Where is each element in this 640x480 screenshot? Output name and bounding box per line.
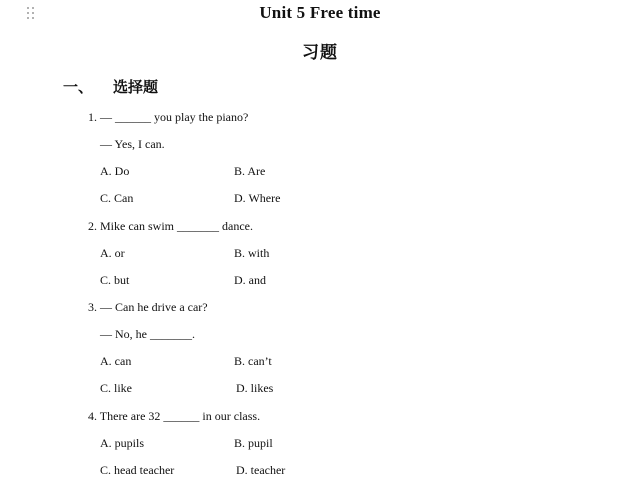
question-2-option-b: B. with	[234, 246, 270, 260]
document-subtitle: 习题	[302, 43, 338, 62]
document-title: Unit 5 Free time	[259, 3, 381, 22]
question-4-stem: 4. There are 32 ______ in our class.	[88, 409, 261, 423]
question-3-option-a: A. can	[100, 354, 132, 368]
question-4-option-a: A. pupils	[100, 436, 145, 450]
question-4-option-c: C. head teacher	[100, 463, 175, 477]
question-1-option-a: A. Do	[100, 164, 130, 178]
question-2-option-a: A. or	[100, 246, 125, 260]
question-1-answer-line: — Yes, I can.	[100, 137, 165, 151]
question-1-option-d: D. Where	[234, 191, 281, 205]
section-label: 选择题	[113, 80, 159, 96]
question-2-option-d: D. and	[234, 273, 266, 287]
question-1-option-c: C. Can	[100, 191, 134, 205]
question-1-stem: 1. — ______ you play the piano?	[88, 110, 249, 124]
question-3-option-c: C. like	[100, 381, 132, 395]
question-3-stem: 3. — Can he drive a car?	[88, 300, 208, 314]
question-1-option-b: B. Are	[234, 164, 266, 178]
question-2-stem: 2. Mike can swim _______ dance.	[88, 219, 253, 233]
question-3-option-b: B. can’t	[234, 354, 272, 368]
section-number: 一、	[63, 80, 94, 96]
question-3-option-d: D. likes	[236, 381, 274, 395]
section-heading	[63, 76, 158, 97]
question-2-option-c: C. but	[100, 273, 130, 287]
question-3-answer-line: — No, he _______.	[100, 327, 195, 341]
question-4-option-b: B. pupil	[234, 436, 273, 450]
question-4-option-d: D. teacher	[236, 463, 286, 477]
